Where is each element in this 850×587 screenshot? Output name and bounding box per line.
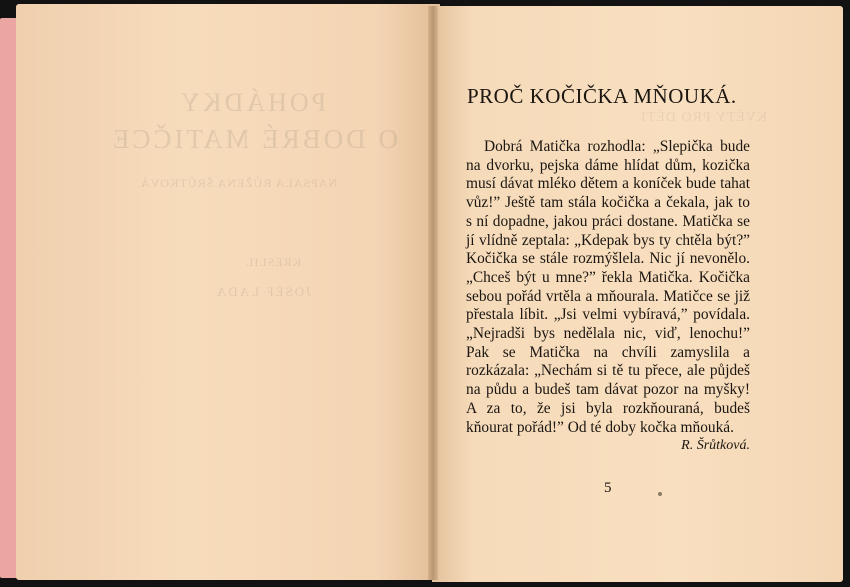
author-signature: R. Šrůtková. (681, 438, 750, 454)
bleed-through-line-4: KRESLIL (245, 255, 302, 269)
story-body: Dobrá Matička rozhodla: „Slepička bude na dvorku, pejska dáme hlídat dům, kozička musí dávat mléko dětem a koníček bude tahat vůz!” Ještě tam stála kočička a čekala, jak to s ní dopadne, jakou práci dostane. Matička se jí vlídně zeptala: „Kdepak bys ty chtěla být?” Kočička se stále rozmýšlela. Nic jí nevonělo. „Chceš být u mne?” řekla Matička. Kočička sebou pořád vrtěla a mňourala. Matičce se již přestala líbit. „Jsi velmi vybíravá,” povídala. „Nejradši bys nedělala nic, viď, lenochu!” Pak se Matička na chvíli zamyslila a rozkázala: „Nechám si tě tu přece, ale půjdeš na půdu a budeš tam dávat pozor na myšky! A za to, že jsi byla rozkňouraná, budeš kňourat pořád!” Od té doby kočka mňouká. (466, 138, 750, 436)
paper-speck (658, 492, 662, 496)
book-gutter (428, 6, 438, 580)
bleed-through-right: KVĚTY PRO DĚTI (640, 110, 768, 125)
story-paragraph (466, 138, 750, 454)
page-title: PROČ KOČIČKA MŇOUKÁ. (467, 84, 737, 108)
story-text (466, 138, 750, 456)
bleed-through-line-3: NAPSALA RŮŽENA ŠRŮTKOVÁ (140, 176, 338, 190)
page-number: 5 (604, 480, 612, 496)
bleed-through-line-5: JOSEF LADA (215, 284, 312, 299)
bleed-through-line-2: O DOBRÉ MATIČCE (110, 124, 399, 154)
bleed-through-line-1: POHÁDKY (178, 88, 327, 117)
